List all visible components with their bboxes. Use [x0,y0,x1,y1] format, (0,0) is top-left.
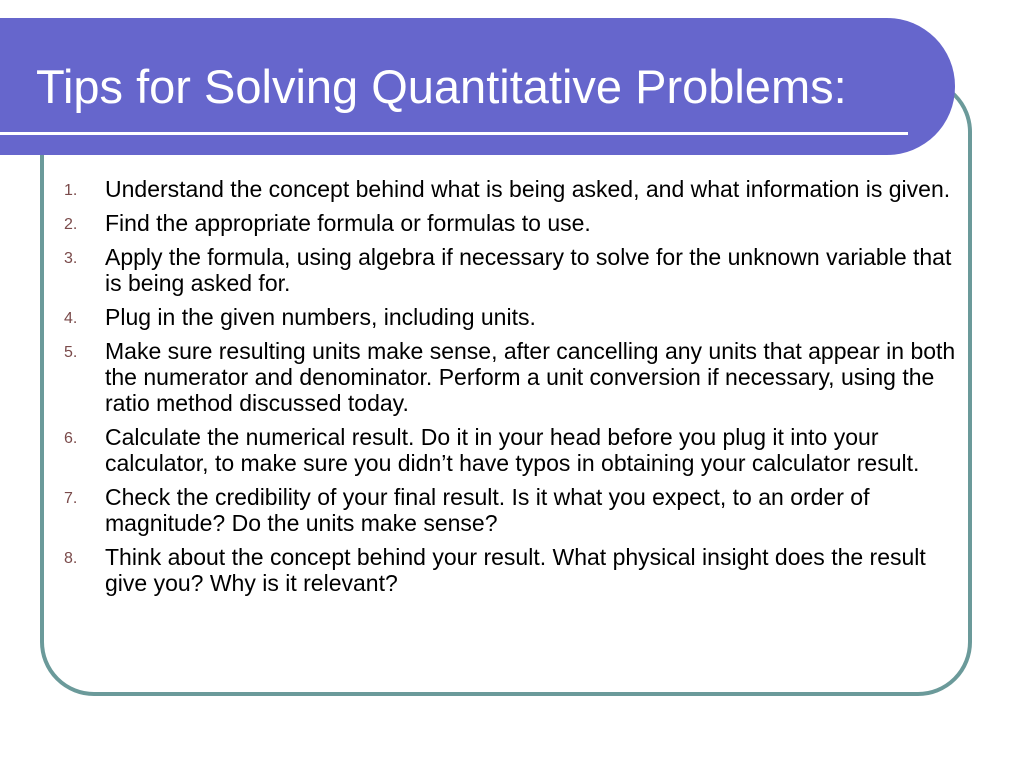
list-item-number: 3. [64,250,78,267]
list-item-text: Apply the formula, using algebra if necessary to solve for the unknown variable that is being asked for. [105,244,952,296]
list-item-number: 7. [64,490,78,507]
list-item [56,544,961,596]
list-item-text: Understand the concept behind what is being asked, and what information is given. [105,176,951,202]
list-item-text: Check the credibility of your final result. Is it what you expect, to an order of magnitude? Do the units make sense? [105,484,870,536]
list-item-text: Find the appropriate formula or formulas to use. [105,210,591,236]
list-item-number: 1. [64,182,78,199]
slide-title: Tips for Solving Quantitative Problems: [36,60,847,113]
list-item [56,210,961,236]
list-item-number: 5. [64,344,78,361]
list-item [56,304,961,330]
list-item [56,244,961,296]
list-item-number: 8. [64,550,78,567]
list-item [56,424,961,476]
title-underline [0,132,908,135]
list-item [56,484,961,536]
tips-list [56,176,961,604]
list-item-text: Plug in the given numbers, including units. [105,304,536,330]
list-item-text: Calculate the numerical result. Do it in your head before you plug it into your calculator, to make sure you didn’t have typos in obtaining your calculator result. [105,424,920,476]
list-item [56,338,961,416]
list-item [56,176,961,202]
list-item-number: 6. [64,430,78,447]
list-item-text: Make sure resulting units make sense, after cancelling any units that appear in both the numerator and denominator. Perform a unit conversion if necessary, using the ratio method discussed today. [105,338,956,416]
list-item-number: 4. [64,310,78,327]
list-item-text: Think about the concept behind your result. What physical insight does the result give you? Why is it relevant? [105,544,926,596]
list-item-number: 2. [64,216,78,233]
